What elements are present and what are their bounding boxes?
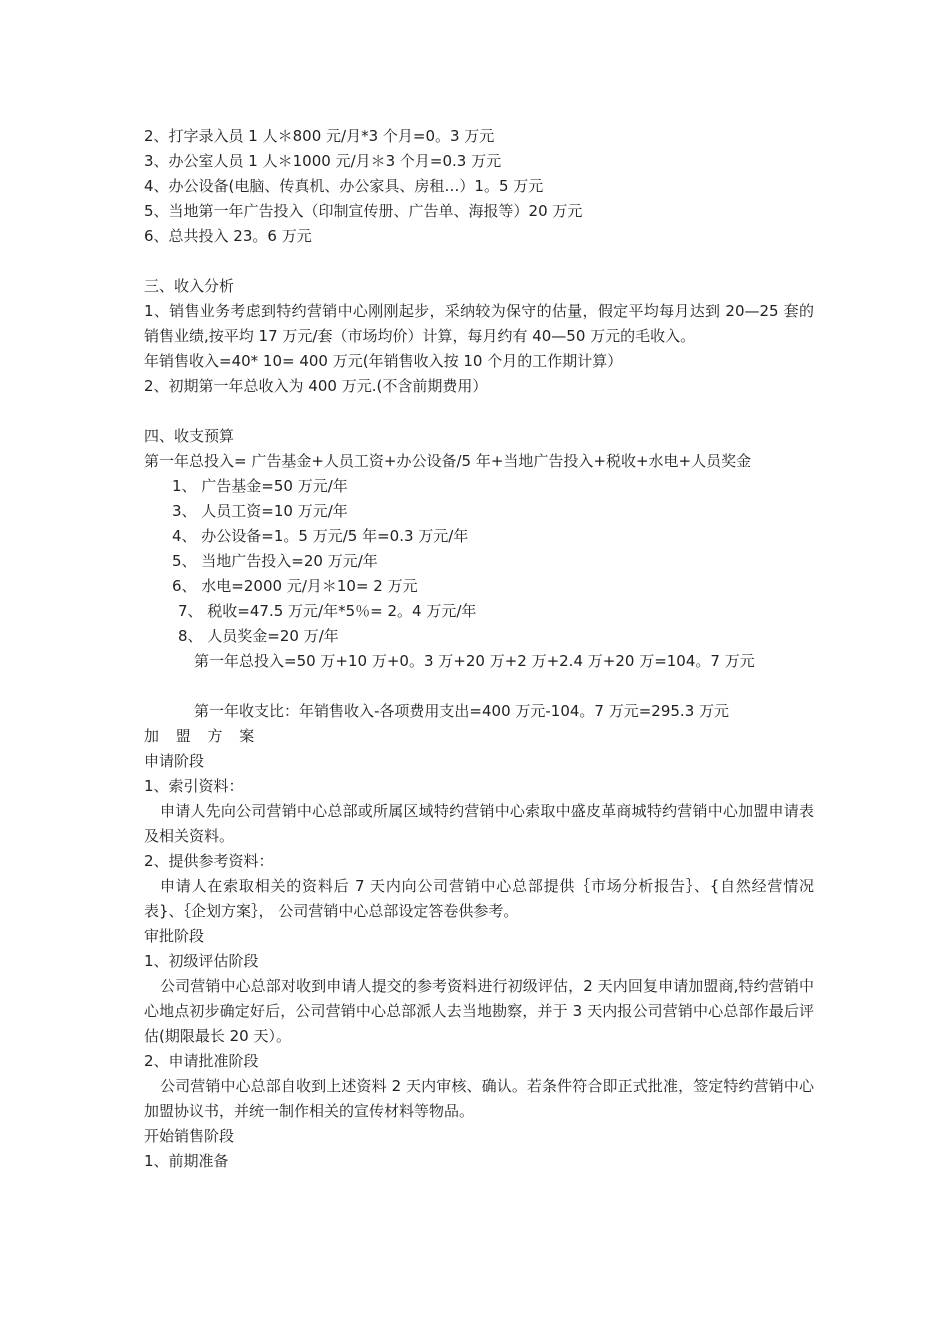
budget-formula: 第一年总投入= 广告基金+人员工资+办公设备/5 年+当地广告投入+税收+水电+人员奖金 (144, 452, 752, 470)
cost-item-6: 6、总共投入 23。6 万元 (144, 227, 312, 245)
document-page (144, 124, 814, 1174)
cost-item-5: 5、当地第一年广告投入（印制宣传册、广告单、海报等）20 万元 (144, 202, 583, 220)
income-paragraph-2: 年销售收入=40* 10= 400 万元(年销售收入按 10 个月的工作期计算） (144, 352, 623, 370)
budget-item-4: 4、 办公设备=1。5 万元/5 年=0.3 万元/年 (172, 527, 469, 545)
spacer (144, 249, 814, 274)
budget-item-8: 8、 人员奖金=20 万/年 (178, 627, 339, 645)
spacer (144, 674, 814, 699)
apply-step-1-body: 申请人先向公司营销中心总部或所属区域特约营销中心索取中盛皮革商城特约营销中心加盟申请表及相关资料。 (144, 802, 814, 845)
cost-item-3: 3、办公室人员 1 人＊1000 元/月＊3 个月=0.3 万元 (144, 152, 502, 170)
budget-item-3: 3、 人员工资=10 万元/年 (172, 502, 348, 520)
franchise-title: 加 盟 方 案 (144, 727, 261, 745)
income-paragraph-1: 1、销售业务考虑到特约营销中心刚刚起步，采纳较为保守的估量，假定平均每月达到 20—25 套的销售业绩,按平均 17 万元/套（市场均价）计算，每月约有 40—50 万元的毛收入。 (144, 302, 814, 345)
cost-item-4: 4、办公设备(电脑、传真机、办公家具、房租…）1。5 万元 (144, 177, 544, 195)
apply-heading: 申请阶段 (144, 752, 205, 770)
income-paragraph-3: 2、初期第一年总收入为 400 万元.(不含前期费用） (144, 377, 488, 395)
review-step-2-body: 公司营销中心总部自收到上述资料 2 天内审核、确认。若条件符合即正式批准，签定特约营销中心加盟协议书，并统一制作相关的宣传材料等物品。 (144, 1077, 814, 1120)
cost-item-2: 2、打字录入员 1 人＊800 元/月*3 个月=0。3 万元 (144, 127, 495, 145)
review-heading: 审批阶段 (144, 927, 205, 945)
review-step-1-body: 公司营销中心总部对收到申请人提交的参考资料进行初级评估，2 天内回复申请加盟商,特约营销中心地点初步确定好后，公司营销中心总部派人去当地勘察，并于 3 天内报公司营销中心总部作最后评估(期限最长 20 天）。 (144, 977, 814, 1045)
apply-step-2-title: 2、提供参考资料： (144, 852, 274, 870)
budget-heading: 四、收支预算 (144, 427, 235, 445)
apply-step-2-body: 申请人在索取相关的资料后 7 天内向公司营销中心总部提供｛市场分析报告｝、{自然经营情况表}、｛企划方案｝， 公司营销中心总部设定答卷供参考。 (144, 877, 814, 920)
review-step-1-title: 1、初级评估阶段 (144, 952, 259, 970)
budget-item-6: 6、 水电=2000 元/月＊10= 2 万元 (172, 577, 418, 595)
budget-balance: 第一年收支比：年销售收入-各项费用支出=400 万元-104。7 万元=295.3 万元 (194, 702, 730, 720)
budget-total: 第一年总投入=50 万+10 万+0。3 万+20 万+2 万+2.4 万+20 万=104。7 万元 (194, 652, 755, 670)
income-heading: 三、收入分析 (144, 277, 235, 295)
budget-item-7: 7、 税收=47.5 万元/年*5％= 2。4 万元/年 (178, 602, 477, 620)
sales-heading: 开始销售阶段 (144, 1127, 235, 1145)
review-step-2-title: 2、申请批准阶段 (144, 1052, 259, 1070)
apply-step-1-title: 1、索引资料： (144, 777, 244, 795)
spacer (144, 399, 814, 424)
budget-item-1: 1、 广告基金=50 万元/年 (172, 477, 348, 495)
sales-step-1: 1、前期准备 (144, 1152, 229, 1170)
budget-item-5: 5、 当地广告投入=20 万元/年 (172, 552, 378, 570)
